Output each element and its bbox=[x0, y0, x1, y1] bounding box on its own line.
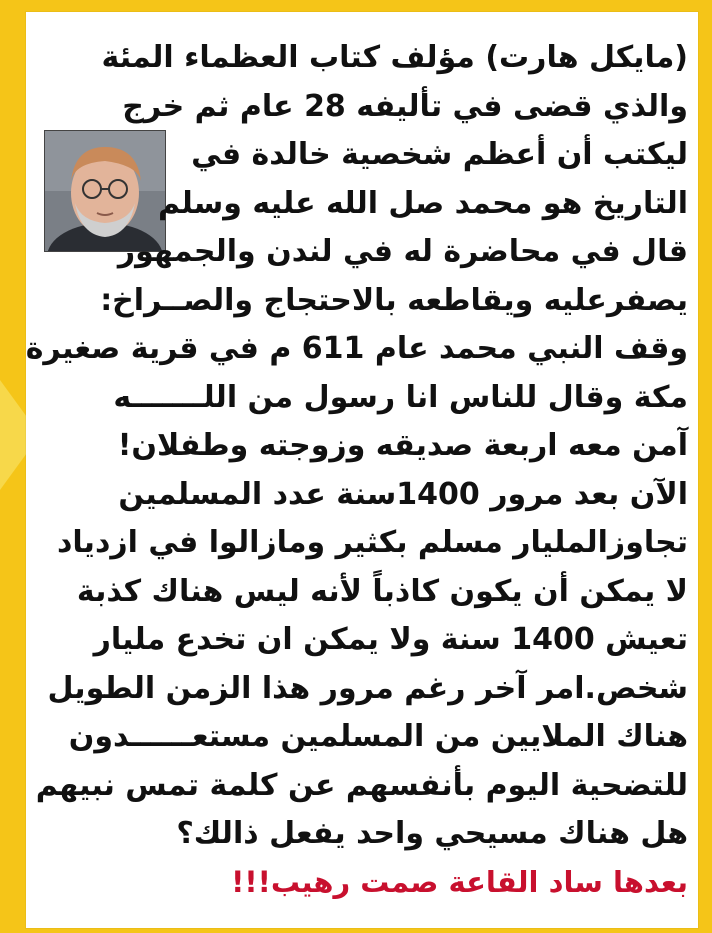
text-line-1: (مايكل هارت) مؤلف كتاب العظماء المئة bbox=[101, 40, 688, 75]
text-line-16: للتضحية اليوم بأنفسهم عن كلمة تمس نبيهم bbox=[35, 767, 688, 803]
text-line-14: شخص.امر آخر رغم مرور هذا الزمن الطويل bbox=[47, 670, 688, 706]
text-line-8: مكة وقال للناس انا رسول من اللـــــــه bbox=[113, 379, 688, 415]
text-line-11: تجاوزالمليار مسلم بكثير ومازالوا في ازدياد bbox=[57, 525, 688, 560]
text-line-15: هناك الملايين من المسلمين مستعــــــدون bbox=[68, 719, 688, 754]
text-line-17: هل هناك مسيحي واحد يفعل ذالك؟ bbox=[176, 816, 688, 851]
text-line-10: الآن بعد مرور 1400سنة عدد المسلمين bbox=[118, 476, 688, 512]
text-line-2: والذي قضى في تأليفه 28 عام ثم خرج bbox=[122, 88, 688, 124]
text-line-7: وقف النبي محمد عام 611 م في قرية صغيرة bbox=[25, 331, 688, 366]
text-line-4: التاريخ هو محمد صل الله عليه وسلم bbox=[158, 185, 688, 221]
text-line-6: يصفرعليه ويقاطعه بالاحتجاج والصــراخ: bbox=[100, 282, 688, 318]
article-text bbox=[25, 34, 688, 905]
text-line-5: قال في محاضرة له في لندن والجمهور bbox=[117, 234, 688, 269]
text-line-13: تعيش 1400 سنة ولا يمكن ان تخدع مليار bbox=[93, 622, 688, 657]
closing-line: بعدها ساد القاعة صمت رهيب!!! bbox=[231, 864, 688, 899]
text-line-12: لا يمكن أن يكون كاذباً لأنه ليس هناك كذبة bbox=[76, 573, 688, 609]
text-line-9: آمن معه اربعة صديقه وزوجته وطفلان! bbox=[117, 428, 688, 463]
text-card bbox=[26, 12, 698, 928]
text-line-3: ليكتب أن أعظم شخصية خالدة في bbox=[191, 137, 688, 172]
